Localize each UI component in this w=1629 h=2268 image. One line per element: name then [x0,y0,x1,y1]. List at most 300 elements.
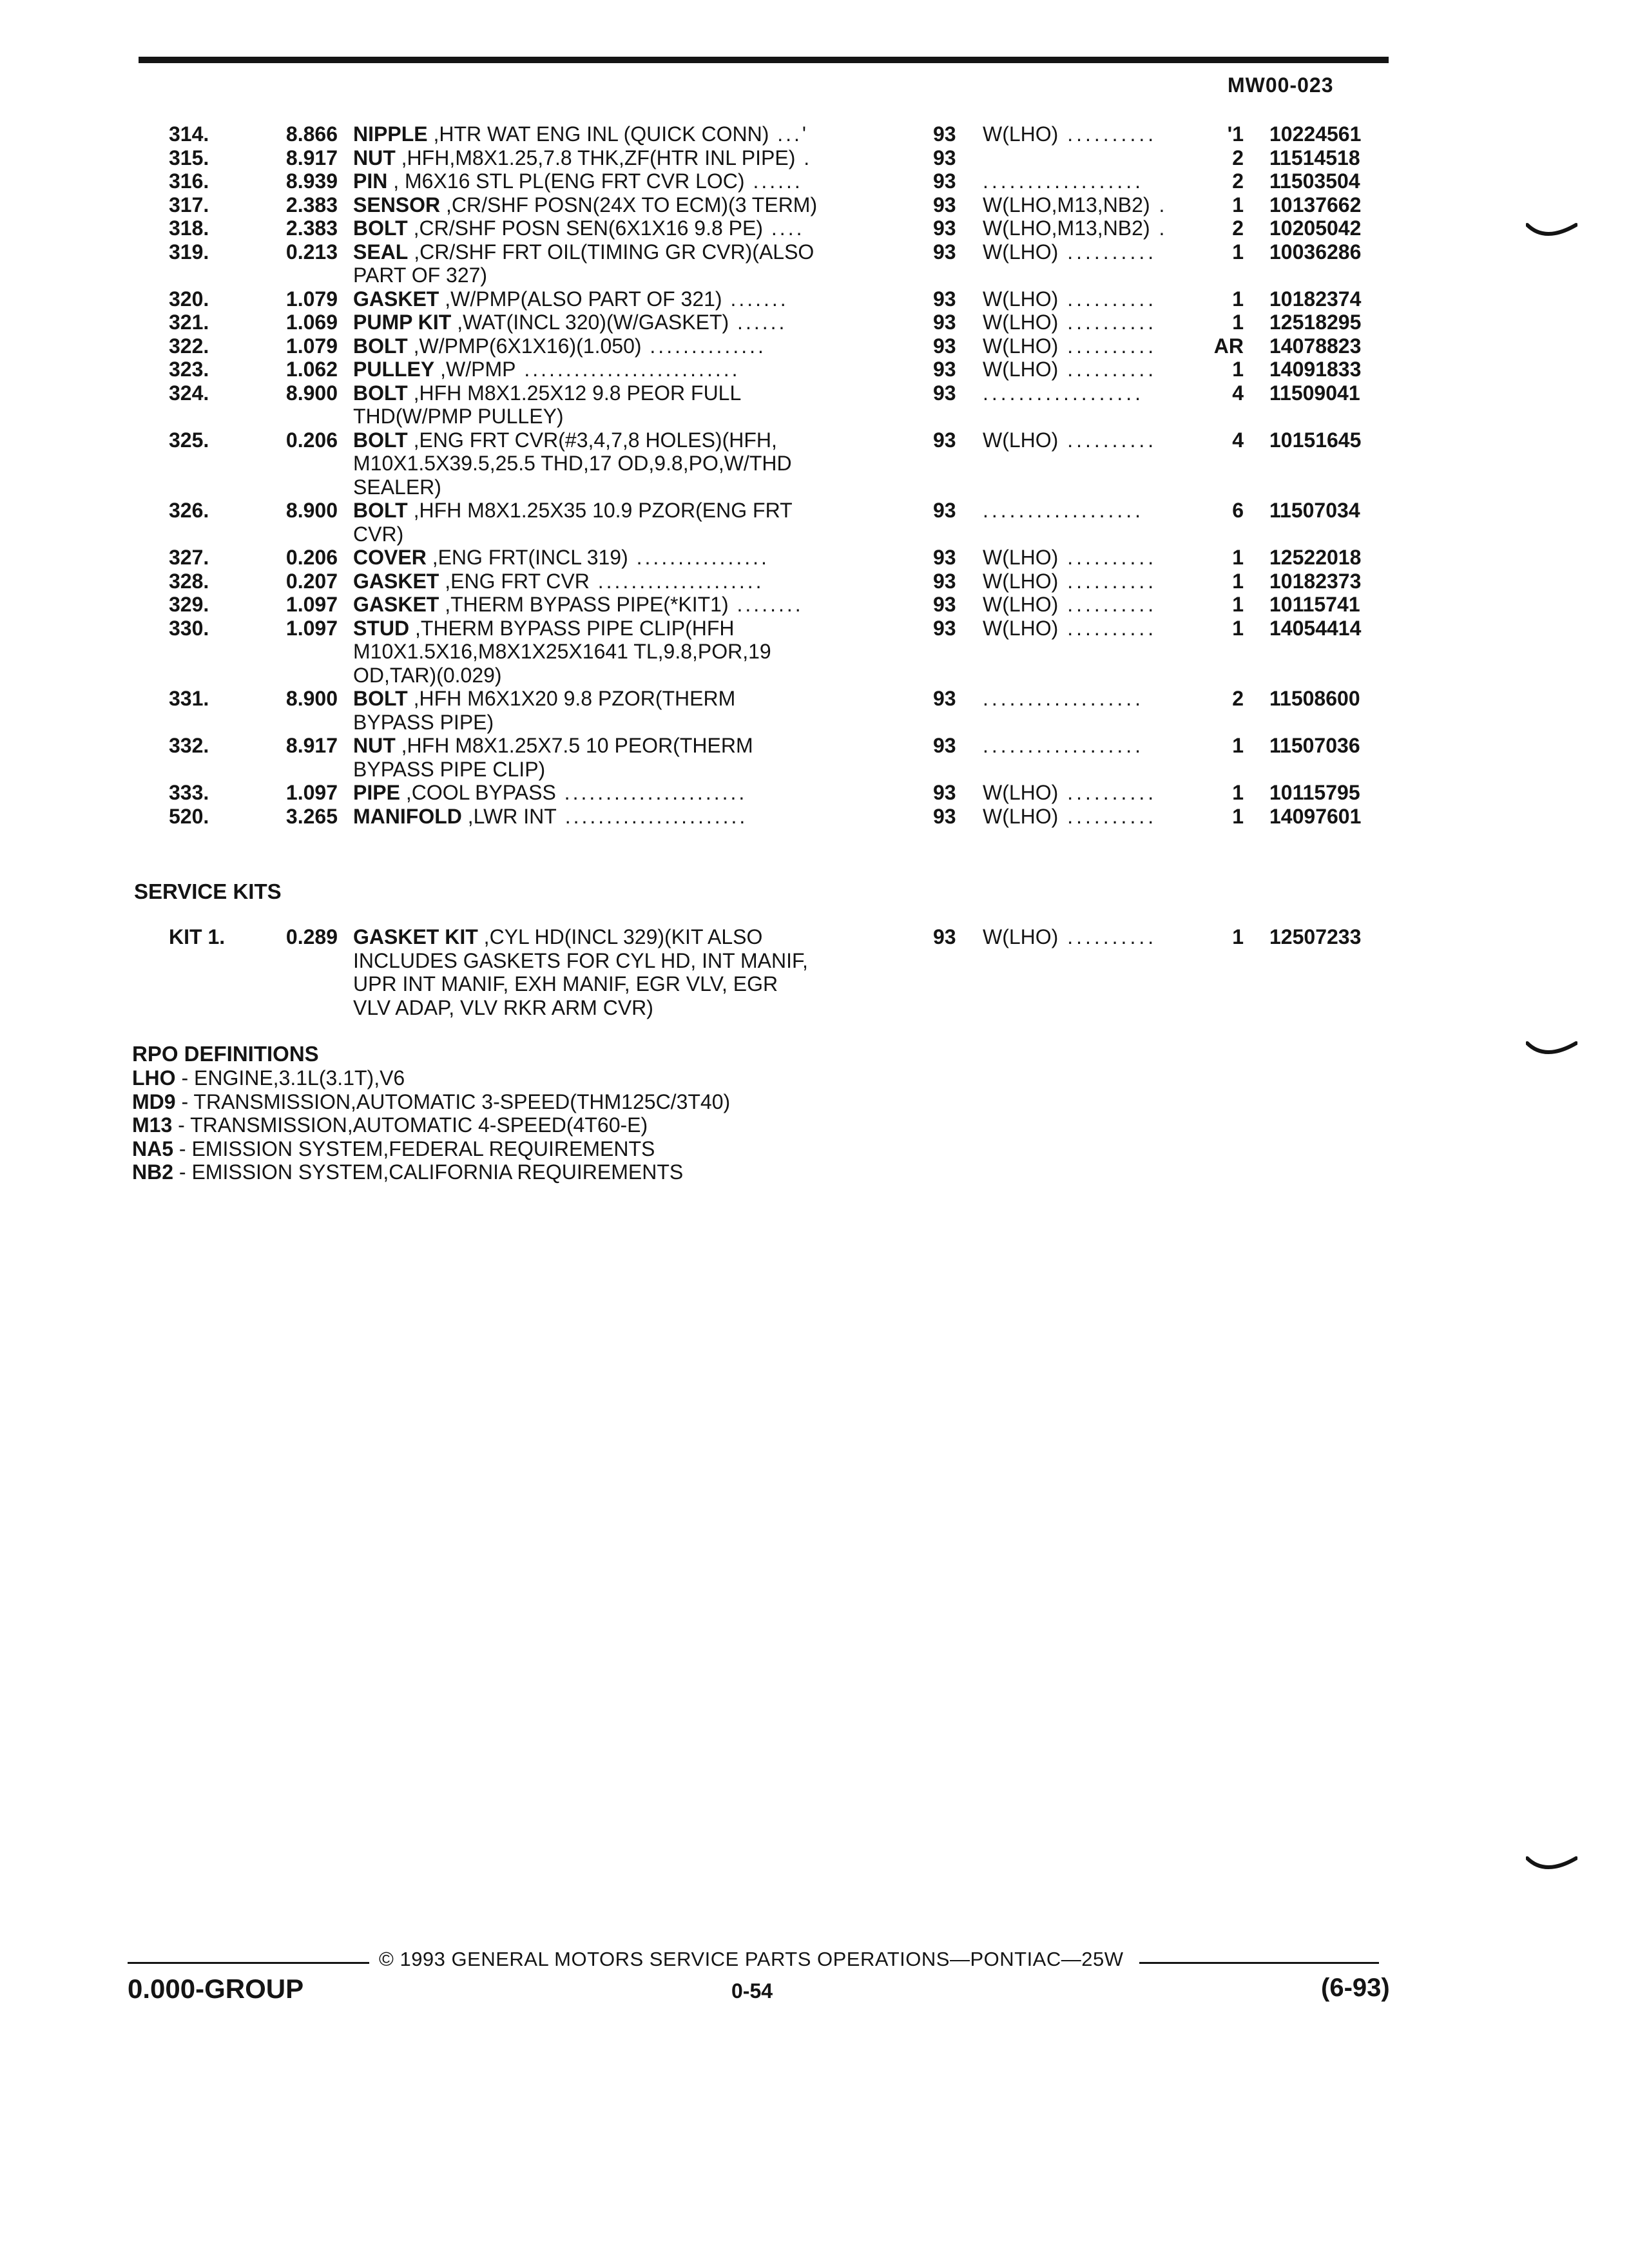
part-number: 11508600 [1269,687,1360,710]
part-row [0,805,1629,829]
part-row [0,617,1629,687]
group-number: 8.917 [285,734,338,757]
part-row [0,193,1629,217]
description-line [353,146,885,170]
description-line [353,193,885,217]
model-year: 93 [933,240,956,264]
model-year: 93 [933,169,956,193]
usage-code [983,617,1215,640]
part-modifier: ,HTR WAT ENG INL (QUICK CONN) [427,122,769,146]
usage-code [983,781,1215,805]
part-modifier: ,CR/SHF FRT OIL(TIMING GR CVR)(ALSO [408,240,815,264]
description-line [353,122,885,146]
model-year: 93 [933,122,956,146]
group-number: 8.866 [285,122,338,146]
usage-text: W(LHO,M13,NB2) [983,216,1150,240]
top-rule [139,57,1389,63]
quantity: '1 [1227,122,1244,146]
usage-dot-leader: .......... [1058,593,1157,616]
ref-number: 318. [169,216,209,240]
usage-text: W(LHO) [983,804,1059,828]
usage-dot-leader: .......... [1058,428,1157,452]
part-modifier: ,ENG FRT CVR [439,569,590,593]
model-year: 93 [933,334,956,358]
part-number: 11514518 [1269,146,1360,169]
part-row [0,122,1629,146]
binder-punch-mark-3 [1526,1856,1577,1881]
usage-dot-leader: . [1150,216,1168,240]
part-modifier: ,LWR INT [461,804,557,828]
part-modifier: ,HFH M8X1.25X12 9.8 PEOR FULL [407,381,742,405]
ref-number: KIT 1. [169,925,226,948]
description-continuation: BYPASS PIPE CLIP) [353,757,546,781]
part-row [0,781,1629,805]
usage-code [983,546,1215,570]
usage-code [983,381,1215,405]
part-modifier: ,COOL BYPASS [400,781,556,804]
dot-leader: ....... [722,287,789,311]
description-line [353,687,885,711]
description-continuation: M10X1.5X16,M8X1X25X1641 TL,9.8,POR,19 [353,640,771,663]
part-row [0,146,1629,170]
description-line [353,311,885,334]
part-description [353,781,885,805]
part-number: 11509041 [1269,381,1360,405]
ref-number: 325. [169,428,209,452]
model-year: 93 [933,734,956,757]
part-number: 10115741 [1269,593,1360,616]
part-noun: GASKET [353,287,439,311]
usage-text: W(LHO,M13,NB2) [983,193,1150,216]
quantity: 2 [1232,687,1244,710]
ref-number: 319. [169,240,209,264]
document-id: MW00-023 [1228,73,1334,97]
usage-dot-leader: .......... [1058,569,1157,593]
rpo-text: - TRANSMISSION,AUTOMATIC 4-SPEED(4T60-E) [172,1113,648,1137]
usage-code [983,287,1215,311]
ref-number: 332. [169,734,209,757]
dot-leader: ...................... [555,781,747,804]
part-number: 12522018 [1269,546,1362,569]
part-description [353,287,885,311]
part-modifier: ,W/PMP(ALSO PART OF 321) [439,287,722,311]
usage-code [983,593,1215,617]
part-noun: GASKET [353,569,439,593]
rpo-text: - EMISSION SYSTEM,FEDERAL REQUIREMENTS [173,1137,655,1160]
usage-text: W(LHO) [983,781,1059,804]
usage-dot-leader: .......... [1058,334,1157,358]
group-number: 1.079 [285,334,338,358]
part-row [0,287,1629,311]
group-number: 8.917 [285,146,338,169]
dot-leader: ...................... [556,804,748,828]
part-row [0,240,1629,287]
part-modifier: ,ENG FRT CVR(#3,4,7,8 HOLES)(HFH, [407,428,777,452]
model-year: 93 [933,546,956,569]
group-number: 0.289 [285,925,338,948]
part-noun: BOLT [353,499,408,522]
part-row [0,311,1629,334]
usage-dot-leader: .................. [983,381,1144,405]
group-number: 0.213 [285,240,338,264]
part-description [353,381,885,428]
part-number: 12507233 [1269,925,1362,948]
part-modifier: ,HFH M8X1.25X7.5 10 PEOR(THERM [395,734,753,757]
quantity: 1 [1232,616,1244,640]
dot-leader: .......................... [516,358,740,381]
part-noun: PIPE [353,781,400,804]
quantity: 1 [1232,287,1244,311]
usage-code [983,570,1215,593]
model-year: 93 [933,311,956,334]
part-modifier: ,CR/SHF POSN(24X TO ECM)(3 TERM) [440,193,818,216]
part-description [353,499,885,546]
usage-text: W(LHO) [983,287,1059,311]
description-continuation: CVR) [353,522,404,546]
ref-number: 314. [169,122,209,146]
binder-punch-mark-1 [1526,222,1577,248]
part-description [353,334,885,358]
part-noun: NUT [353,146,396,169]
usage-code [983,169,1215,193]
usage-code [983,499,1215,523]
part-row [0,925,1629,1019]
dot-leader: .............. [641,334,766,358]
quantity: 1 [1232,240,1244,264]
part-noun: BOLT [353,216,408,240]
binder-punch-mark-2 [1526,1041,1577,1066]
quantity: 1 [1232,358,1244,381]
model-year: 93 [933,193,956,216]
ref-number: 320. [169,287,209,311]
quantity: 4 [1232,381,1244,405]
part-description [353,687,885,734]
usage-dot-leader: .......... [1058,546,1157,569]
part-number: 14054414 [1269,616,1362,640]
description-line [353,358,885,381]
part-description [353,169,885,193]
dot-leader: ...' [769,122,809,146]
copyright-text: © 1993 GENERAL MOTORS SERVICE PARTS OPERATIONS—PONTIAC—25W [379,1948,1124,1970]
usage-dot-leader: .......... [1058,804,1157,828]
rpo-item [132,1160,730,1184]
footer-rule-right [1139,1962,1379,1964]
description-line [353,428,885,452]
part-number: 10182374 [1269,287,1362,311]
description-line [353,240,885,264]
usage-code [983,122,1215,146]
rpo-text: - ENGINE,3.1L(3.1T),V6 [175,1066,405,1090]
model-year: 93 [933,358,956,381]
usage-dot-leader: .................. [983,499,1144,522]
group-number: 3.265 [285,804,338,828]
part-number: 14078823 [1269,334,1362,358]
usage-text: W(LHO) [983,593,1059,616]
quantity: 6 [1232,499,1244,522]
part-description [353,311,885,334]
description-line [353,617,885,640]
group-number: 2.383 [285,216,338,240]
part-number: 10036286 [1269,240,1362,264]
part-row [0,216,1629,240]
usage-dot-leader: .................. [983,734,1144,757]
group-number: 8.900 [285,687,338,710]
usage-text: W(LHO) [983,569,1059,593]
rpo-item [132,1113,730,1137]
part-noun: PULLEY [353,358,435,381]
quantity: 4 [1232,428,1244,452]
ref-number: 331. [169,687,209,710]
group-number: 1.097 [285,781,338,804]
part-modifier: ,HFH M8X1.25X35 10.9 PZOR(ENG FRT [407,499,793,522]
part-noun: NIPPLE [353,122,428,146]
part-number: 11507034 [1269,499,1360,522]
part-modifier: ,ENG FRT(INCL 319) [426,546,628,569]
usage-code [983,240,1215,264]
description-continuation: VLV ADAP, VLV RKR ARM CVR) [353,995,653,1019]
quantity: 1 [1232,925,1244,948]
ref-number: 321. [169,311,209,334]
description-continuation: BYPASS PIPE) [353,710,494,734]
quantity: 1 [1232,781,1244,804]
description-line [353,570,885,593]
usage-text: W(LHO) [983,334,1059,358]
model-year: 93 [933,616,956,640]
part-number: 10115795 [1269,781,1360,804]
usage-text: W(LHO) [983,428,1059,452]
usage-dot-leader: .......... [1058,287,1157,311]
description-continuation: M10X1.5X39.5,25.5 THD,17 OD,9.8,PO,W/THD [353,452,792,475]
part-number: 10151645 [1269,428,1362,452]
dot-leader: .................... [589,569,764,593]
part-noun: GASKET [353,593,439,616]
group-number: 8.939 [285,169,338,193]
description-line [353,334,885,358]
rpo-item [132,1066,730,1090]
part-description [353,428,885,499]
part-noun: PUMP KIT [353,311,452,334]
usage-dot-leader: .......... [1058,358,1157,381]
group-number: 2.383 [285,193,338,216]
description-line [353,287,885,311]
group-number: 0.206 [285,428,338,452]
part-description [353,358,885,381]
part-description [353,734,885,781]
part-noun: GASKET KIT [353,925,478,948]
model-year: 93 [933,146,956,169]
description-line [353,381,885,405]
part-number: 14091833 [1269,358,1362,381]
usage-code [983,334,1215,358]
usage-code [983,216,1215,240]
model-year: 93 [933,781,956,804]
dot-leader: ................ [628,546,769,569]
part-row [0,499,1629,546]
part-modifier: ,HFH,M8X1.25,7.8 THK,ZF(HTR INL PIPE) [395,146,796,169]
part-description [353,146,885,170]
ref-number: 322. [169,334,209,358]
model-year: 93 [933,925,956,948]
part-row [0,169,1629,193]
part-modifier: ,W/PMP [434,358,516,381]
part-modifier: ,CYL HD(INCL 329)(KIT ALSO [477,925,763,948]
part-description [353,570,885,593]
part-noun: PIN [353,169,388,193]
part-modifier: ,THERM BYPASS PIPE(*KIT1) [439,593,729,616]
rpo-code: NA5 [132,1137,174,1160]
usage-dot-leader: . [1150,193,1168,216]
part-row [0,428,1629,499]
quantity: 1 [1232,311,1244,334]
part-modifier: ,WAT(INCL 320)(W/GASKET) [451,311,729,334]
usage-dot-leader: .......... [1058,311,1157,334]
usage-text: W(LHO) [983,616,1059,640]
part-number: 11507036 [1269,734,1360,757]
part-number: 10205042 [1269,216,1362,240]
rpo-definitions [132,1066,730,1184]
usage-code [983,428,1215,452]
part-description [353,193,885,217]
group-label: 0.000-GROUP [128,1974,304,2004]
description-continuation: PART OF 327) [353,264,488,287]
usage-dot-leader: .......... [1058,240,1157,264]
part-noun: BOLT [353,381,408,405]
quantity: 1 [1232,193,1244,216]
ref-number: 315. [169,146,209,169]
description-line [353,781,885,805]
rpo-code: LHO [132,1066,176,1090]
description-continuation: THD(W/PMP PULLEY) [353,405,564,428]
part-description [353,593,885,617]
part-modifier: ,CR/SHF POSN SEN(6X1X16 9.8 PE) [407,216,764,240]
part-noun: NUT [353,734,396,757]
quantity: 1 [1232,546,1244,569]
group-number: 1.062 [285,358,338,381]
usage-text: W(LHO) [983,546,1059,569]
usage-code [983,925,1215,949]
model-year: 93 [933,569,956,593]
part-description [353,925,885,1019]
dot-leader: . [795,146,813,169]
usage-code [983,687,1215,711]
description-continuation: SEALER) [353,475,441,499]
group-number: 8.900 [285,499,338,522]
ref-number: 329. [169,593,209,616]
description-line [353,925,885,949]
part-noun: BOLT [353,334,408,358]
group-number: 1.097 [285,593,338,616]
description-line [353,546,885,570]
part-noun: SEAL [353,240,409,264]
model-year: 93 [933,381,956,405]
part-row [0,734,1629,781]
ref-number: 317. [169,193,209,216]
usage-dot-leader: .......... [1058,781,1157,804]
part-description [353,122,885,146]
part-description [353,546,885,570]
model-year: 93 [933,428,956,452]
ref-number: 333. [169,781,209,804]
description-continuation: OD,TAR)(0.029) [353,663,502,687]
usage-text: W(LHO) [983,311,1059,334]
part-row [0,358,1629,381]
part-number: 14097601 [1269,804,1362,828]
description-line [353,805,885,829]
ref-number: 330. [169,616,209,640]
part-noun: COVER [353,546,427,569]
quantity: 1 [1232,569,1244,593]
part-noun: BOLT [353,687,408,710]
rpo-item [132,1137,730,1161]
usage-code [983,805,1215,829]
usage-dot-leader: .......... [1058,122,1157,146]
usage-dot-leader: .......... [1058,616,1157,640]
model-year: 93 [933,499,956,522]
description-line [353,593,885,617]
usage-dot-leader: .................. [983,169,1144,193]
ref-number: 324. [169,381,209,405]
usage-code [983,193,1215,217]
rpo-code: NB2 [132,1160,174,1184]
group-number: 1.079 [285,287,338,311]
dot-leader: ...... [729,311,787,334]
usage-code [983,734,1215,758]
ref-number: 328. [169,569,209,593]
part-modifier: ,THERM BYPASS PIPE CLIP(HFH [409,616,735,640]
model-year: 93 [933,216,956,240]
part-row [0,687,1629,734]
part-description [353,216,885,240]
usage-text: W(LHO) [983,925,1059,948]
part-row [0,593,1629,617]
model-year: 93 [933,687,956,710]
rpo-code: M13 [132,1113,173,1137]
dot-leader: ........ [728,593,804,616]
quantity: 2 [1232,146,1244,169]
description-line [353,216,885,240]
ref-number: 316. [169,169,209,193]
part-row [0,381,1629,428]
part-number: 11503504 [1269,169,1360,193]
group-number: 1.069 [285,311,338,334]
group-number: 0.207 [285,569,338,593]
quantity: 1 [1232,804,1244,828]
part-modifier: ,W/PMP(6X1X16)(1.050) [407,334,642,358]
rpo-code: MD9 [132,1090,176,1113]
rpo-text: - EMISSION SYSTEM,CALIFORNIA REQUIREMENTS [173,1160,684,1184]
service-kits-heading: SERVICE KITS [134,879,282,903]
part-number: 10224561 [1269,122,1362,146]
usage-dot-leader: .......... [1058,925,1157,948]
model-year: 93 [933,593,956,616]
ref-number: 327. [169,546,209,569]
rpo-heading: RPO DEFINITIONS [132,1042,319,1066]
part-modifier: , M6X16 STL PL(ENG FRT CVR LOC) [387,169,745,193]
part-modifier: ,HFH M6X1X20 9.8 PZOR(THERM [407,687,736,710]
part-noun: SENSOR [353,193,441,216]
usage-text: W(LHO) [983,122,1059,146]
model-year: 93 [933,287,956,311]
part-description [353,805,885,829]
part-noun: MANIFOLD [353,804,462,828]
model-year: 93 [933,804,956,828]
rpo-text: - TRANSMISSION,AUTOMATIC 3-SPEED(THM125C/3T40) [175,1090,731,1113]
part-noun: BOLT [353,428,408,452]
part-row [0,546,1629,570]
description-line [353,499,885,523]
ref-number: 520. [169,804,209,828]
description-line [353,734,885,758]
